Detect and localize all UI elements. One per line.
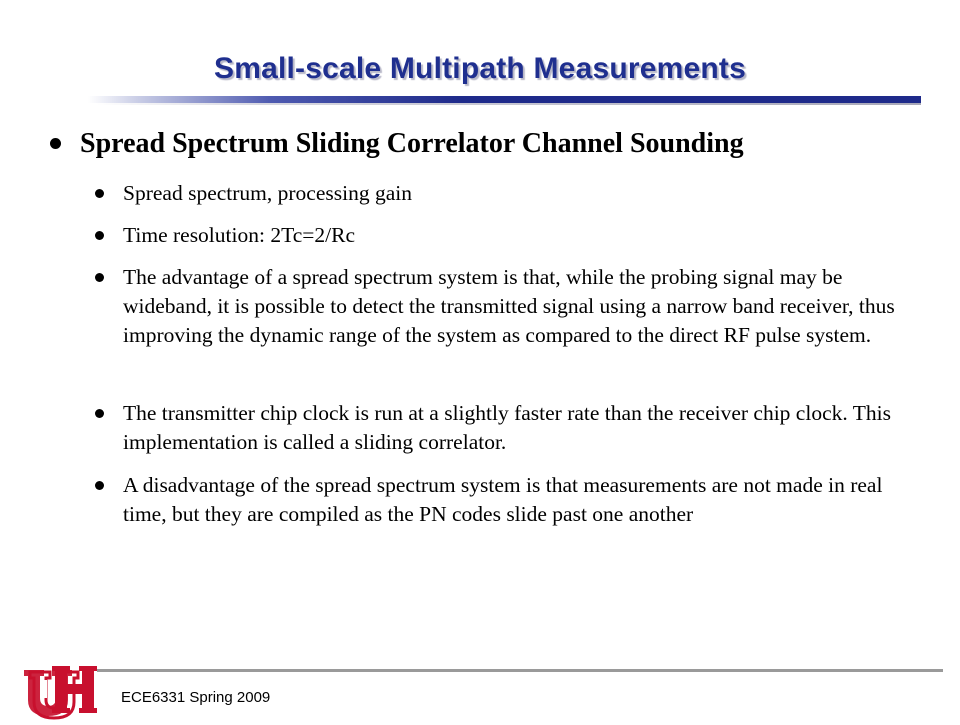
sub-bullet-dot xyxy=(95,231,104,240)
sub-bullet-dot xyxy=(95,481,104,490)
sub-bullet-text: A disadvantage of the spread spectrum system is that measurements are not made in real time, but they are compiled as the PN codes slide past one another xyxy=(123,473,883,526)
title-underline xyxy=(88,96,921,103)
title-underline-shadow xyxy=(96,103,921,105)
footer-rule xyxy=(97,669,943,672)
slide-title: Small-scale Multipath Measurements xyxy=(214,52,746,85)
footer-course-text: ECE6331 Spring 2009 xyxy=(121,689,271,706)
sub-bullet-text: Spread spectrum, processing gain xyxy=(123,181,412,205)
main-bullet-dot xyxy=(50,138,61,149)
sub-bullet-dot xyxy=(95,409,104,418)
main-bullet-text: Spread Spectrum Sliding Correlator Channel Sounding xyxy=(80,128,744,159)
sub-bullet-dot xyxy=(95,273,104,282)
university-logo-icon xyxy=(22,662,98,720)
sub-bullet-text: The transmitter chip clock is run at a slightly faster rate than the receiver chip clock. This implementation is called a sliding correlator. xyxy=(123,401,891,454)
sub-bullet-text: The advantage of a spread spectrum system is that, while the probing signal may be wideband, it is possible to detect the transmitted signal using a narrow band receiver, thus improving the dynamic range of the system as compared to the direct RF pulse system. xyxy=(123,265,895,347)
sub-bullet-dot xyxy=(95,189,104,198)
sub-bullet-text: Time resolution: 2Tc=2/Rc xyxy=(123,223,355,247)
